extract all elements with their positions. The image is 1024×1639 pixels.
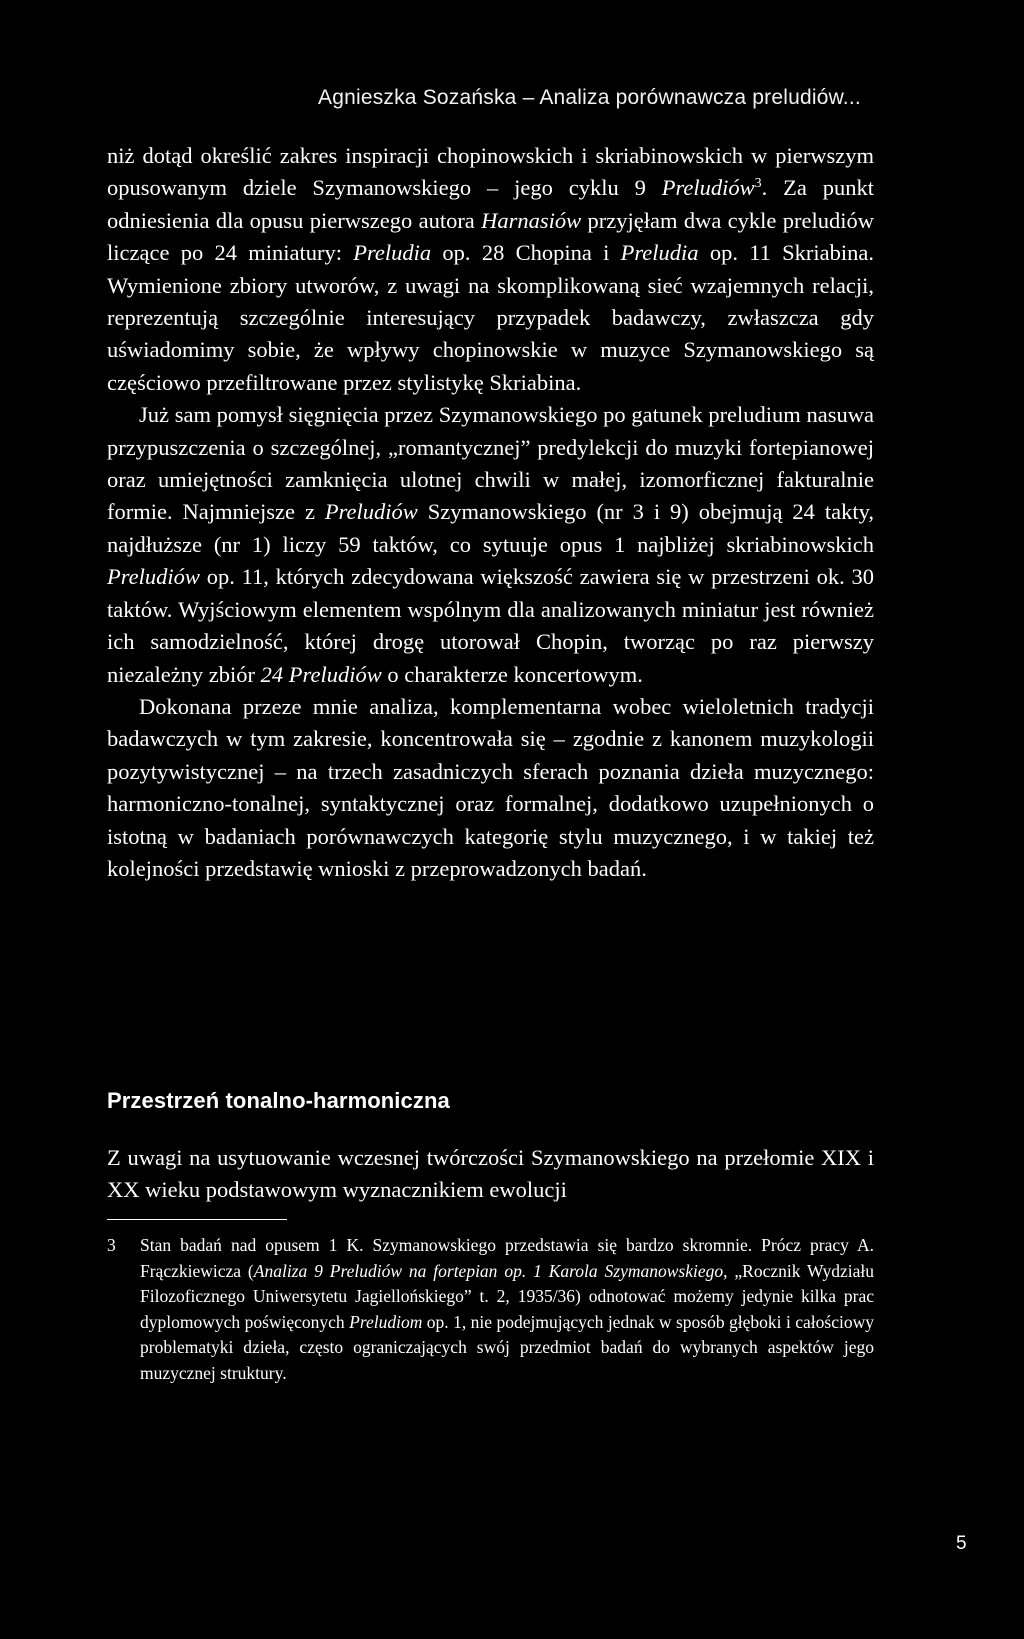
paragraph-3: Dokonana przeze mnie analiza, komplementarna wobec wieloletnich tradycji badawczych w tym zakresie, koncentrowała się – zgodnie z kanonem muzykologii pozytywistycznej – na trzech zasadniczych sferach poznania dzieła muzycznego: harmoniczno-tonalnej, syntaktycznej oraz formalnej, dodatkowo uzupełnionych o istotną w badaniach porównawczych kategorię stylu muzycznego, i w takiej też kolejności przedstawię wnioski z przeprowadzonych badań. [107,693,874,881]
footnote [107,1233,874,1387]
section-heading: Przestrzeń tonalno-harmoniczna [107,1088,450,1113]
section-paragraph: Z uwagi na usytuowanie wczesnej twórczości Szymanowskiego na przełomie XIX i XX wieku podstawowym wyznacznikiem ewolucji [107,1145,874,1203]
footnote-number: 3 [107,1235,116,1255]
body-text [107,140,874,885]
footnote-text: Stan badań nad opusem 1 K. Szymanowskiego przedstawia się bardzo skromnie. Prócz pracy A. Frączkiewicza (Analiza 9 Preludiów na fortepian op. 1 Karola Szymanowskiego, „Rocznik Wydziału Filozoficznego Uniwersytetu Jagiellońskiego” t. 2, 1935/36) odnotować możemy jedynie kilka prac dyplomowych poświęconych Preludiom op. 1, nie podejmujących jednak w sposób głęboki i całościowy problematyki dzieła, często ograniczających swój przedmiot badań do wybranych aspektów jego muzycznej struktury. [140,1235,875,1383]
running-header: Agnieszka Sozańska – Analiza porównawcza preludiów... [318,86,861,109]
page-number: 5 [956,1533,967,1554]
section-text [107,1142,874,1207]
footnote-divider [107,1219,287,1220]
paragraph-1: niż dotąd określić zakres inspiracji chopinowskich i skriabinowskich w pierwszym opusowanym dziele Szymanowskiego – jego cyklu 9 Preludiów$^3$. Za punkt odniesienia dla opusu pierwszego autora Harnasiów przyjęłam dwa cykle preludiów liczące po 24 miniatury: Preludia op. 28 Chopina i Preludia op. 11 Skriabina. Wymienione zbiory utworów, z uwagi na skomplikowaną sieć wzajemnych relacji, reprezentują szczególnie interesujący przypadek badawczy, zwłaszcza gdy uświadomimy sobie, że wpływy chopinowskie w muzyce Szymanowskiego są częściowo przefiltrowane przez stylistykę Skriabina. [107,143,875,395]
paragraph-2: Już sam pomysł sięgnięcia przez Szymanowskiego po gatunek preludium nasuwa przypuszczenia o szczególnej, „romantycznej” predylekcji do muzyki fortepianowej oraz umiejętności zamknięcia ulotnej chwili w małej, izomorficznej fakturalnie formie. Najmniejsze z Preludiów Szymanowskiego (nr 3 i 9) obejmują 24 takty, najdłuższe (nr 1) liczy 59 taktów, co sytuuje opus 1 najbliżej skriabinowskich Preludiów op. 11, których zdecydowana większość zawiera się w przestrzeni ok. 30 taktów. Wyjściowym elementem wspólnym dla analizowanych miniatur jest również ich samodzielność, której drogę utorował Chopin, tworząc po raz pierwszy niezależny zbiór 24 Preludiów o charakterze koncertowym. [107,402,874,687]
footnote-reference[interactable]: 3 [754,176,762,192]
